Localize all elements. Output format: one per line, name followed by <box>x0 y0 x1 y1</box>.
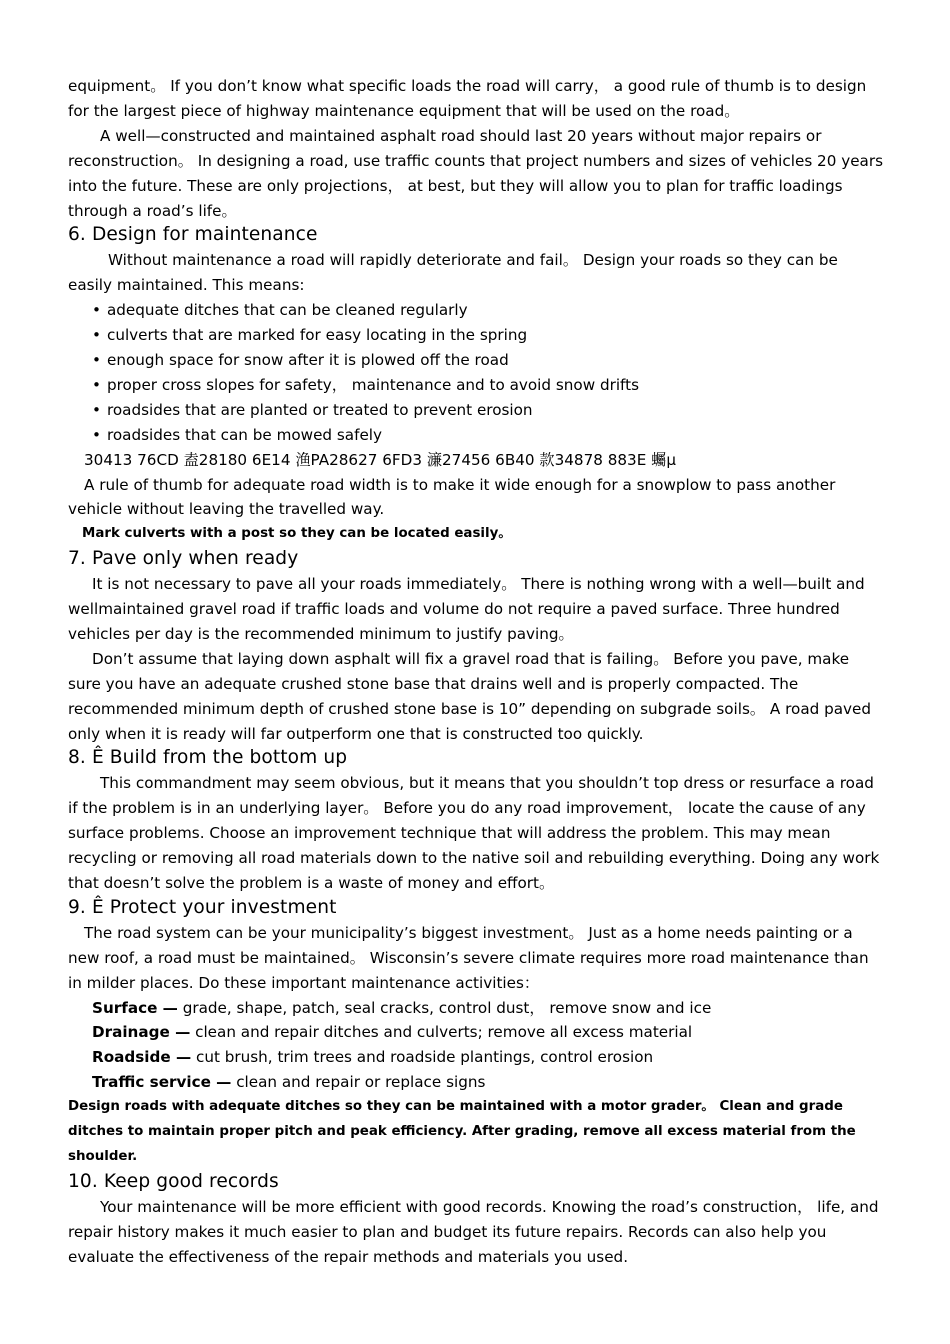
bullet-list <box>68 298 883 447</box>
paragraph-asphalt-life: A well—constructed and maintained asphalt road should last 20 years without major repairs or reconstruction。 In designing a road, use traffic counts that project numbers and sizes of vehicles 20 years into the future. These are only projections， at best, but they will allow you to plan for traffic loadings through a road’s life。 <box>68 126 884 220</box>
heading-build-from-bottom: 8. Ê Build from the bottom up <box>68 747 348 769</box>
bullet-icon: • <box>92 400 101 419</box>
list-item: Surface — grade, shape, patch, seal cracks, control dust， remove snow and ice <box>92 998 712 1017</box>
list-item: • adequate ditches that can be cleaned regularly <box>92 301 468 320</box>
paragraph-underlying-layer: This commandment may seem obvious, but it means that you shouldn’t top dress or resurface a road if the problem is in an underlying layer。 Before you do any road improvement， locate the cause of any surface problems. Choose an improvement technique that will address the problem. This may mean recycling or removing all road materials down to the native soil and rebuilding everything. Doing any work that doesn’t solve the problem is a waste of money and effort。 <box>68 774 880 892</box>
heading-design-for-maintenance: 6. Design for maintenance <box>68 224 318 246</box>
list-item: • proper cross slopes for safety， maintenance and to avoid snow drifts <box>92 375 640 394</box>
document-page <box>68 74 883 1270</box>
paragraph-maintenance-intro: Without maintenance a road will rapidly deteriorate and fail。 Design your roads so they can be easily maintained. This means: <box>68 251 838 295</box>
paragraph-road-system: The road system can be your municipality’s biggest investment。 Just as a home needs painting or a new roof, a road must be maintained。 Wisconsin’s severe climate requires more road maintenance than in milder places. Do these important maintenance activities： <box>68 923 869 992</box>
bullet-icon: • <box>92 326 101 345</box>
list-item: • culverts that are marked for easy locating in the spring <box>92 326 528 345</box>
bullet-icon: • <box>92 350 101 369</box>
paragraph-gravel-roads: It is not necessary to pave all your roads immediately。 There is nothing wrong with a well—built and wellmaintained gravel road if traffic loads and volume do not require a paved surface. Three hundred vehicles per day is the recommended minimum to justify paving。 <box>68 575 865 643</box>
list-item: • roadsides that are planted or treated to prevent erosion <box>92 400 533 419</box>
list-item: • roadsides that can be mowed safely <box>92 425 383 444</box>
bullet-icon: • <box>92 301 101 320</box>
paragraph-road-width: A rule of thumb for adequate road width is to make it wide enough for a snowplow to pass another vehicle without leaving the travelled way. <box>68 475 836 519</box>
list-item: Traffic service — clean and repair or replace signs <box>92 1073 486 1092</box>
list-item: Roadside — cut brush, trim trees and roadside plantings, control erosion <box>92 1048 654 1067</box>
code-line: 30413 76CD 盍28180 6E14 渔PA28627 6FD3 濓27456 6B40 款34878 883E 蠾µ <box>84 450 676 469</box>
bullet-icon: • <box>92 425 101 444</box>
heading-pave-only-when-ready: 7. Pave only when ready <box>68 548 299 570</box>
list-item: Drainage — clean and repair ditches and culverts; remove all excess material <box>92 1023 693 1042</box>
paragraph-equipment-loads: equipment。 If you don’t know what specific loads the road will carry， a good rule of thumb is to design for the largest piece of highway maintenance equipment that will be used on the road。 <box>68 77 867 120</box>
maintenance-activities <box>68 996 883 1096</box>
list-item: • enough space for snow after it is plowed off the road <box>92 350 509 369</box>
caption-culverts: Mark culverts with a post so they can be located easily。 <box>82 526 512 542</box>
caption-ditches: Design roads with adequate ditches so they can be maintained with a motor grader。 Clean and grade ditches to maintain proper pitch and peak efficiency. After grading, remove all excess material from the shoulder. <box>68 1099 856 1164</box>
paragraph-crushed-stone: Don’t assume that laying down asphalt will fix a gravel road that is failing。 Before you pave, make sure you have an adequate crushed stone base that drains well and is properly compacted. The recommended minimum depth of crushed stone base is 10” depending on subgrade soils。 A road paved only when it is ready will far outperform one that is constructed too quickly. <box>68 649 872 743</box>
heading-keep-good-records: 10. Keep good records <box>68 1170 279 1192</box>
heading-protect-investment: 9. Ê Protect your investment <box>68 896 337 918</box>
bullet-icon: • <box>92 375 101 394</box>
paragraph-records: Your maintenance will be more efficient with good records. Knowing the road’s construction， life, and repair history makes it much easier to plan and budget its future repairs. Records can also help you evaluate the effectiveness of the repair methods and materials you used. <box>68 1197 879 1266</box>
